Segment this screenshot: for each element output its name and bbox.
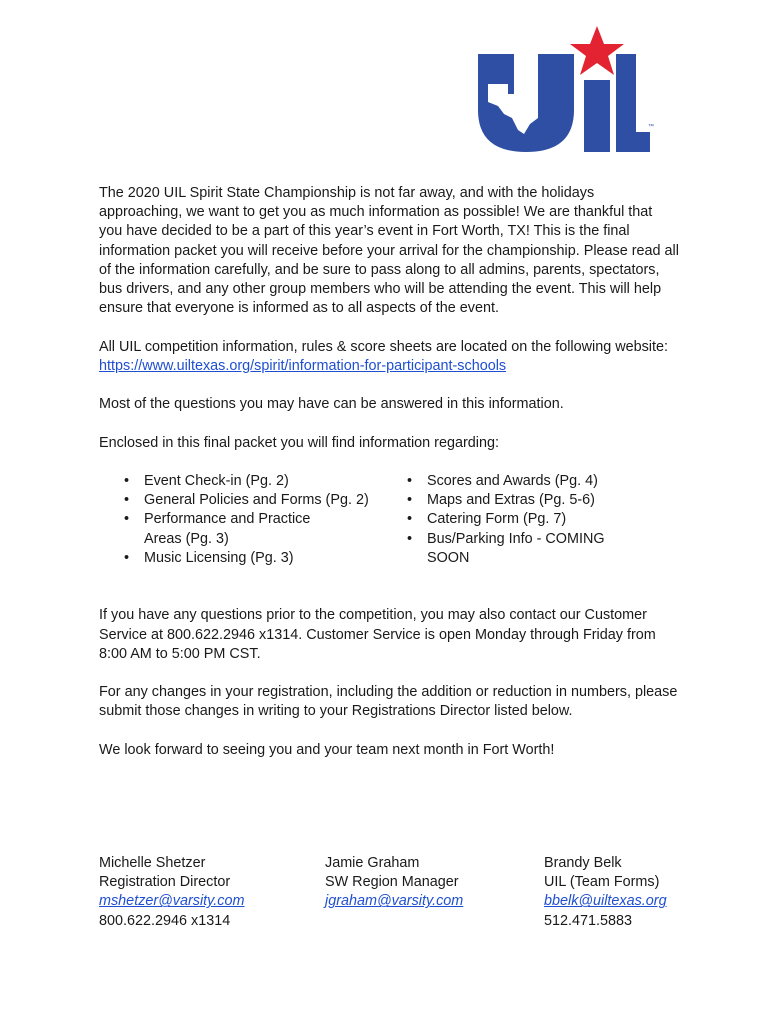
intro-paragraph: The 2020 UIL Spirit State Championship is not far away, and with the holidays approaching, we want to get you as much information as possible! We are thankful that you have decided to be a part of this year’s event in Fort Worth, TX! This is the final information packet you will receive before your arrival for the championship. Please read all of the information carefully, and be sure to pass along to all admins, parents, spectators, bus drivers, and any other group members who will be attending the event. This will help ensure that everyone is informed as to all aspects of the event. (99, 185, 679, 317)
contact-name: Brandy Belk (544, 855, 622, 871)
logo-trademark: ™ (648, 124, 654, 130)
contact-phone: 512.471.5883 (544, 912, 633, 929)
contact-email-link[interactable]: bbelk@uiltexas.org (544, 893, 667, 910)
contact-phone: 800.622.2946 x1314 (99, 912, 231, 929)
topics-list-left (124, 472, 407, 568)
list-item: • Scores and Awards (Pg. 4) (407, 472, 598, 489)
list-item: • Bus/Parking Info - COMING SOON (407, 530, 605, 566)
letter-body (99, 184, 679, 760)
list-item: • Event Check-in (Pg. 2) (124, 472, 289, 489)
contact-registration-director (99, 854, 244, 931)
contact-team-forms (544, 854, 667, 931)
list-item: • Maps and Extras (Pg. 5-6) (407, 492, 595, 509)
questions-note: Most of the questions you may have can be answered in this information. (99, 396, 564, 413)
uil-logo (474, 22, 656, 156)
star-icon (570, 26, 624, 75)
closing-line: We look forward to seeing you and your team next month in Fort Worth! (99, 741, 555, 758)
list-item: • Catering Form (Pg. 7) (407, 511, 567, 528)
contact-title: UIL (Team Forms) (544, 874, 660, 891)
customer-service-paragraph: If you have any questions prior to the competition, you may also contact our Customer Service at 800.622.2946 x1314. Customer Service is open Monday through Friday from 8:00 AM to 5:00 PM CST. (99, 607, 656, 662)
contact-email-link[interactable]: mshetzer@varsity.com (99, 893, 245, 910)
website-intro: All UIL competition information, rules & score sheets are located on the following website: (99, 338, 668, 355)
contact-name: Jamie Graham (325, 855, 420, 871)
topics-list (99, 472, 679, 568)
contact-title: SW Region Manager (325, 874, 459, 891)
website-link[interactable]: https://www.uiltexas.org/spirit/information-for-participant-schools (99, 357, 507, 374)
registration-changes-paragraph: For any changes in your registration, including the addition or reduction in numbers, please submit those changes in writing to your Registrations Director listed below. (99, 684, 678, 720)
logo-letter-l (616, 54, 650, 152)
contact-title: Registration Director (99, 874, 231, 891)
list-item: • Music Licensing (Pg. 3) (124, 549, 294, 566)
contact-region-manager (325, 854, 463, 912)
list-item: • Performance and Practice Areas (Pg. 3) (124, 511, 311, 547)
topics-list-right (407, 472, 647, 568)
list-item: • General Policies and Forms (Pg. 2) (124, 492, 369, 509)
logo-letter-i (584, 80, 610, 152)
enclosed-intro: Enclosed in this final packet you will find information regarding: (99, 434, 499, 451)
contact-email-link[interactable]: jgraham@varsity.com (325, 893, 464, 910)
contact-name: Michelle Shetzer (99, 855, 206, 871)
